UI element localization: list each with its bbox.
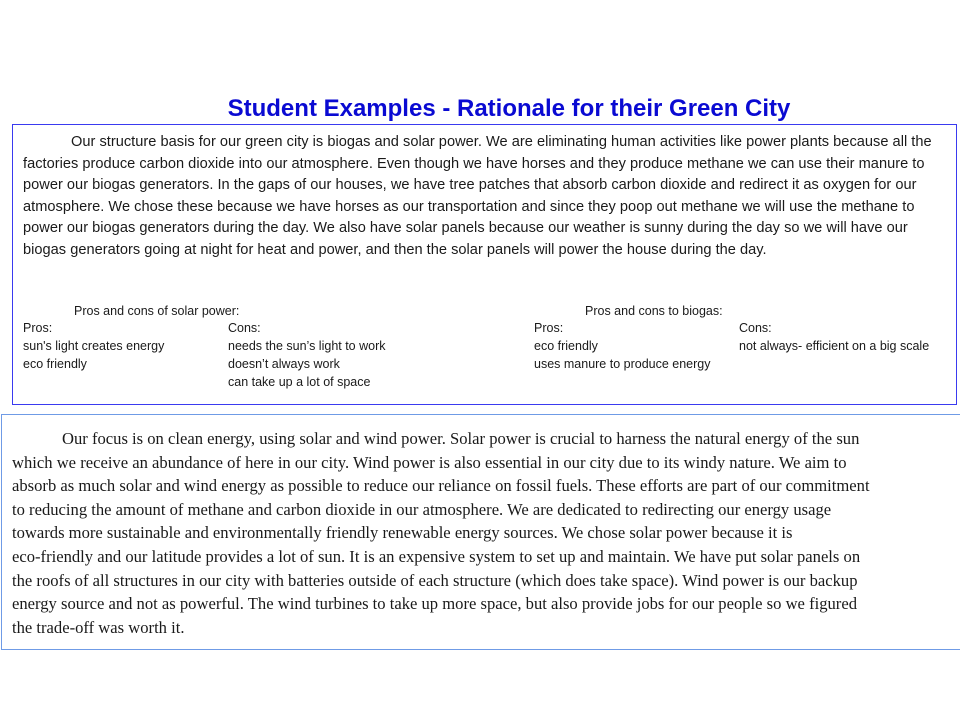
- solar-con-item: can take up a lot of space: [228, 375, 371, 389]
- solar-cons-label: Cons:: [228, 321, 261, 335]
- example-2-line: the trade-off was worth it.: [12, 617, 185, 637]
- example-1-box: [12, 124, 957, 405]
- example-2-line: which we receive an abundance of here in our city. Wind power is also essential in our city due to its windy nature. We aim to: [12, 452, 847, 472]
- example-2-line: eco-friendly and our latitude provides a lot of sun. It is an expensive system to set up and maintain. We have put solar panels on: [12, 546, 861, 566]
- solar-pros-label: Pros:: [23, 321, 53, 335]
- biogas-pro-item: uses manure to produce energy: [534, 357, 711, 371]
- biogas-pro-item: eco friendly: [534, 339, 598, 353]
- example-2-line: energy source and not as powerful. The wind turbines to take up more space, but also provide jobs for our people so we figured: [12, 594, 857, 614]
- slide-title: Student Examples - Rationale for their Green City: [227, 95, 791, 122]
- example-2-line: absorb as much solar and wind energy as possible to reduce our reliance on fossil fuels. These efforts are part of our commitment: [12, 476, 870, 496]
- solar-con-item: needs the sun’s light to work: [228, 339, 386, 353]
- solar-pro-item: eco friendly: [23, 357, 87, 371]
- example-2-paragraph: [12, 427, 960, 639]
- example-2-line: towards more sustainable and environmentally friendly renewable energy sources. We chose solar power because it is: [12, 523, 793, 543]
- biogas-heading: Pros and cons to biogas:: [585, 304, 723, 318]
- example-1-paragraph: Our structure basis for our green city is biogas and solar power. We are eliminating human activities like power plants because all the factories produce carbon dioxide into our atmosphere. Even though we have horses and they produce methane we can use their manure to power our biogas generators. In the gaps of our houses, we have tree patches that absorb carbon dioxide and redirect it as oxygen for our atmosphere. We chose these because we have horses as our transportation and since they poop out methane we will use the methane to power our biogas generators during the day. We also have solar panels because our weather is sunny during the day so we will have our biogas generators going at night for heat and power, and then the solar panels will power the house during the day.: [23, 134, 932, 258]
- example-2-line: the roofs of all structures in our city with batteries outside of each structure (which does take space). Wind power is our backup: [12, 570, 858, 590]
- solar-heading: Pros and cons of solar power:: [74, 304, 240, 318]
- biogas-cons-label: Cons:: [739, 321, 772, 335]
- biogas-con-item: not always- efficient on a big scale: [739, 339, 930, 353]
- example-2-box: [1, 414, 960, 650]
- example-2-line: Our focus is on clean energy, using solar and wind power. Solar power is crucial to harness the natural energy of the sun: [62, 429, 860, 448]
- solar-pro-item: sun's light creates energy: [23, 339, 165, 353]
- biogas-pros-label: Pros:: [534, 321, 564, 335]
- solar-con-item: doesn’t always work: [228, 357, 340, 371]
- example-2-line: to reducing the amount of methane and carbon dioxide in our atmosphere. We are dedicated to redirecting our energy usage: [12, 499, 832, 519]
